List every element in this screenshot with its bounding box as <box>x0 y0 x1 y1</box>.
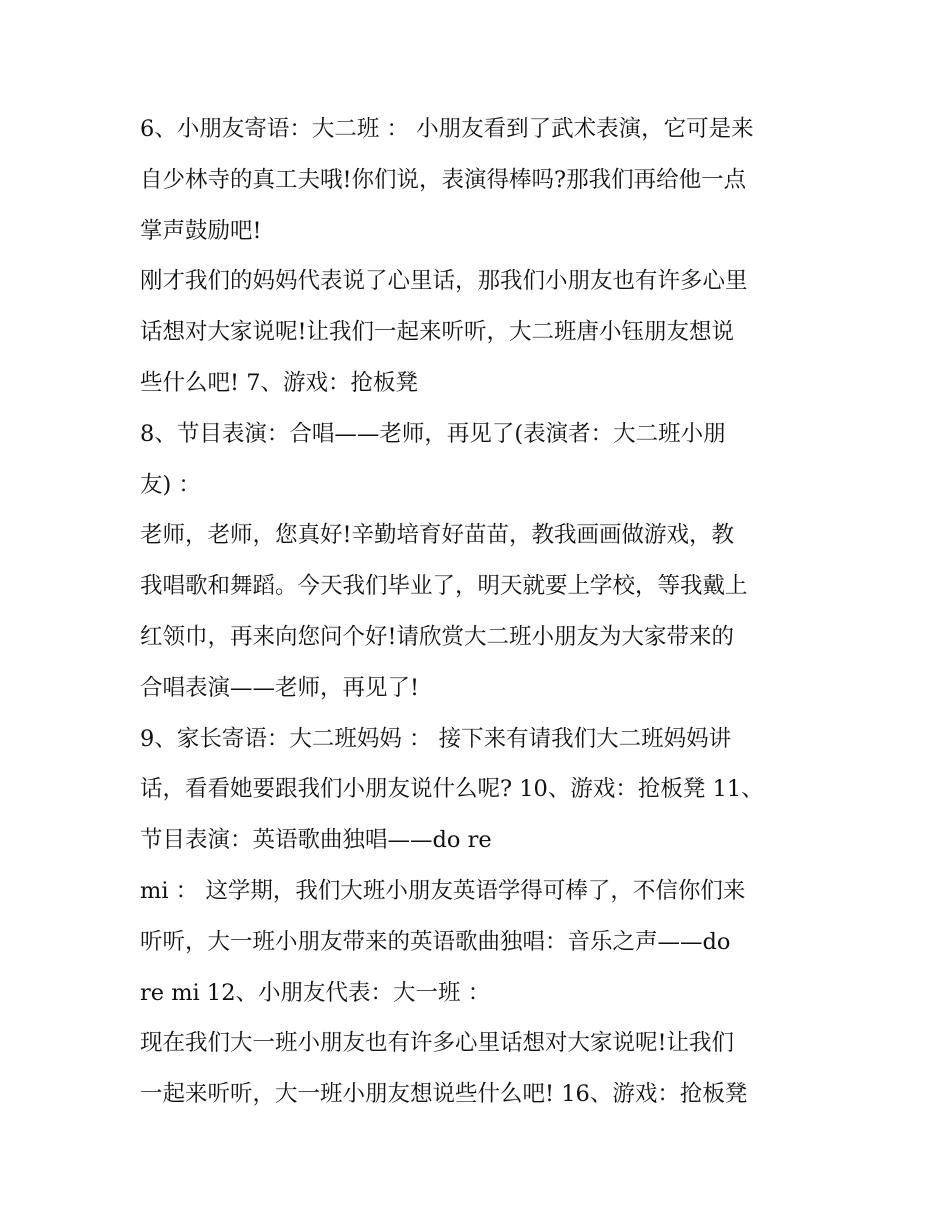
text-line: 话，看看她要跟我们小朋友说什么呢? 10、游戏：抢板凳 11、 <box>140 776 764 803</box>
text-line: 友) ： <box>140 471 201 498</box>
document-body <box>140 104 830 1120</box>
text-line: 刚才我们的妈妈代表说了心里话，那我们小朋友也有许多心里 <box>140 268 748 295</box>
text-line: 些什么吧! 7、游戏：抢板凳 <box>140 369 419 396</box>
text-line: 话想对大家说呢!让我们一起来听听，大二班唐小钰朋友想说 <box>140 319 735 346</box>
text-line: 6、小朋友寄语：大二班 ： 小朋友看到了武术表演，它可是来 <box>140 116 754 142</box>
text-line: 现在我们大一班小朋友也有许多心里话想对大家说呢!让我们 <box>140 1030 735 1057</box>
text-line: 我唱歌和舞蹈。今天我们毕业了，明天就要上学校，等我戴上 <box>140 573 748 600</box>
text-line: 一起来听听，大一班小朋友想说些什么吧! 16、游戏：抢板凳 <box>140 1081 748 1108</box>
text-line: 自少林寺的真工夫哦!你们说，表演得棒吗?那我们再给他一点 <box>140 166 747 193</box>
text-line: 合唱表演——老师，再见了! <box>140 674 420 701</box>
text-line: 红领巾，再来向您问个好!请欣赏大二班小朋友为大家带来的 <box>140 623 735 650</box>
text-line: 掌声鼓励吧! <box>140 217 262 244</box>
text-line: 9、家长寄语：大二班妈妈 ： 接下来有请我们大二班妈妈讲 <box>140 725 732 752</box>
text-line: 听听，大一班小朋友带来的英语歌曲独唱：音乐之声——do <box>140 928 731 955</box>
text-line: 8、节目表演：合唱——老师，再见了(表演者：大二班小朋 <box>140 420 726 447</box>
text-line: 老师，老师，您真好!辛勤培育好苗苗，教我画画做游戏，教 <box>140 522 735 549</box>
text-line: 节目表演：英语歌曲独唱——do re <box>140 827 492 854</box>
text-line: re mi 12、小朋友代表：大一班 ： <box>140 979 491 1006</box>
text-line: mi ： 这学期，我们大班小朋友英语学得可棒了，不信你们来 <box>140 877 746 904</box>
